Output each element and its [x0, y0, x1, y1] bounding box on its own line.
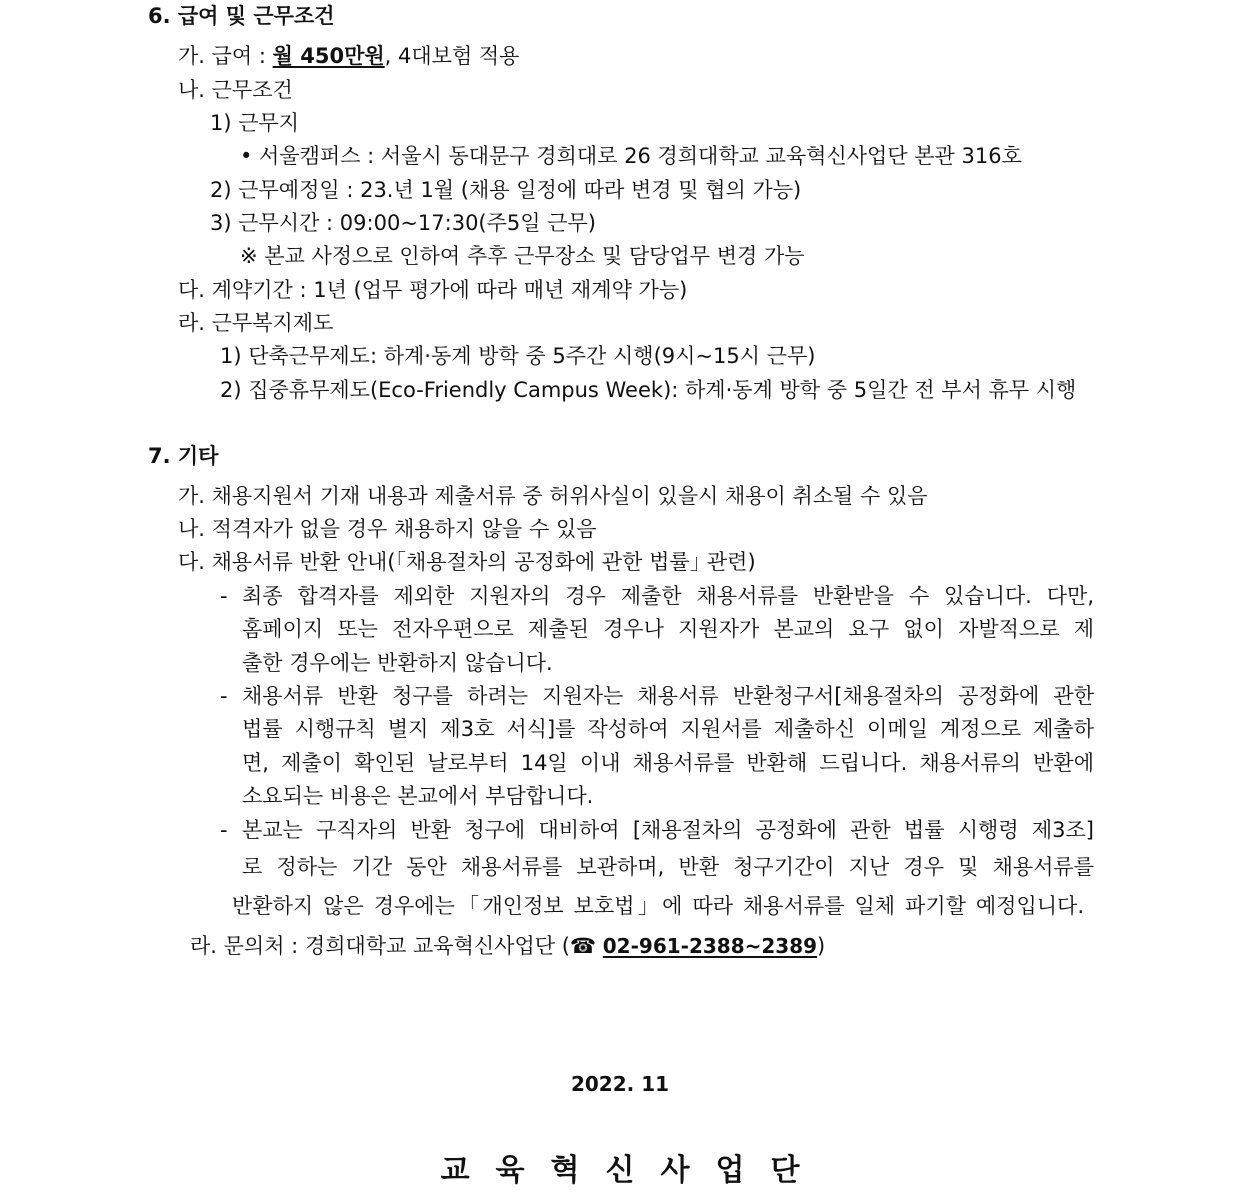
other-item-a: 가. 채용지원서 기재 내용과 제출서류 중 허위사실이 있을시 채용이 취소될 수 있음 [178, 484, 928, 508]
return-para-2-line-1: 채용서류 반환 청구를 하려는 지원자는 채용서류 반환청구서[채용절차의 공정화에 관한 [242, 684, 1094, 708]
return-para-2-line-3: 면, 제출이 확인된 날로부터 14일 이내 채용서류를 반환해 드립니다. 채용서류의 반환에 [242, 751, 1094, 775]
start-date: 2) 근무예정일 : 23.년 1월 (채용 일정에 따라 변경 및 협의 가능) [210, 178, 802, 202]
other-item-c: 다. 채용서류 반환 안내(｢채용절차의 공정화에 관한 법률｣ 관련) [178, 550, 756, 574]
other-item-b: 나. 적격자가 없을 경우 채용하지 않을 수 있음 [178, 517, 597, 541]
return-para-3-line-3: 반환하지 않은 경우에는「개인정보 보호법」에 따라 채용서류를 일체 파기할 예정입니다. [232, 894, 1084, 918]
welfare-item-1: 1) 단축근무제도: 하계·동계 방학 중 5주간 시행(9시~15시 근무) [220, 344, 816, 368]
return-para-1-line-2: 홈페이지 또는 전자우편으로 제출된 경우나 지원자가 본교의 요구 없이 자발적으로 제 [242, 617, 1094, 641]
salary-prefix: 가. 급여 : [178, 44, 273, 68]
campus-address: • 서울캠퍼스 : 서울시 동대문구 경희대로 26 경희대학교 교육혁신사업단 본관 316호 [240, 144, 1022, 168]
return-para-3-line-2: 로 정하는 기간 동안 채용서류를 보관하며, 반환 청구기간이 지난 경우 및 채용서류를 [242, 855, 1094, 879]
salary-line [178, 42, 519, 70]
section-6-heading: 6. 급여 및 근무조건 [148, 4, 335, 28]
section-7-heading: 7. 기타 [148, 444, 219, 468]
inquiry-suffix: ) [817, 934, 826, 958]
work-conditions-label: 나. 근무조건 [178, 78, 293, 102]
salary-amount: 월 450만원 [272, 44, 385, 68]
return-para-2-line-4: 소요되는 비용은 본교에서 부담합니다. [242, 784, 594, 808]
work-hours: 3) 근무시간 : 09:00~17:30(주5일 근무) [210, 211, 596, 235]
change-note: ※ 본교 사정으로 인하여 추후 근무장소 및 담당업무 변경 가능 [240, 244, 805, 268]
return-para-1-line-1: 최종 합격자를 제외한 지원자의 경우 제출한 채용서류를 반환받을 수 있습니다. 다만, [242, 584, 1094, 608]
contract-period: 다. 계약기간 : 1년 (업무 평가에 따라 매년 재계약 가능) [178, 278, 688, 302]
workplace-label: 1) 근무지 [210, 111, 300, 135]
organization-name: 교육혁신사업단 [440, 1153, 826, 1188]
bullet-dash: - [220, 584, 228, 608]
bullet-dash: - [220, 684, 228, 708]
inquiry-prefix: 라. 문의처 : 경희대학교 교육혁신사업단 ( [190, 934, 570, 958]
bullet-dash: - [220, 818, 228, 842]
return-para-2-line-2: 법률 시행규칙 별지 제3호 서식]를 작성하여 지원서를 제출하신 이메일 계정으로 제출하 [242, 717, 1094, 741]
return-para-3-line-1: 본교는 구직자의 반환 청구에 대비하여 [채용절차의 공정화에 관한 법률 시행령 제3조] [242, 818, 1094, 842]
welfare-item-2: 2) 집중휴무제도(Eco-Friendly Campus Week): 하계·동계 방학 중 5일간 전 부서 휴무 시행 [220, 378, 1077, 402]
inquiry-line [190, 932, 825, 960]
salary-suffix: , 4대보험 적용 [384, 44, 520, 68]
document-date: 2022. 11 [570, 1072, 670, 1096]
welfare-label: 라. 근무복지제도 [178, 311, 334, 335]
return-para-1-line-3: 출한 경우에는 반환하지 않습니다. [242, 651, 553, 675]
telephone-icon: ☎ [569, 934, 597, 958]
inquiry-phone: 02-961-2388~2389 [602, 934, 818, 958]
